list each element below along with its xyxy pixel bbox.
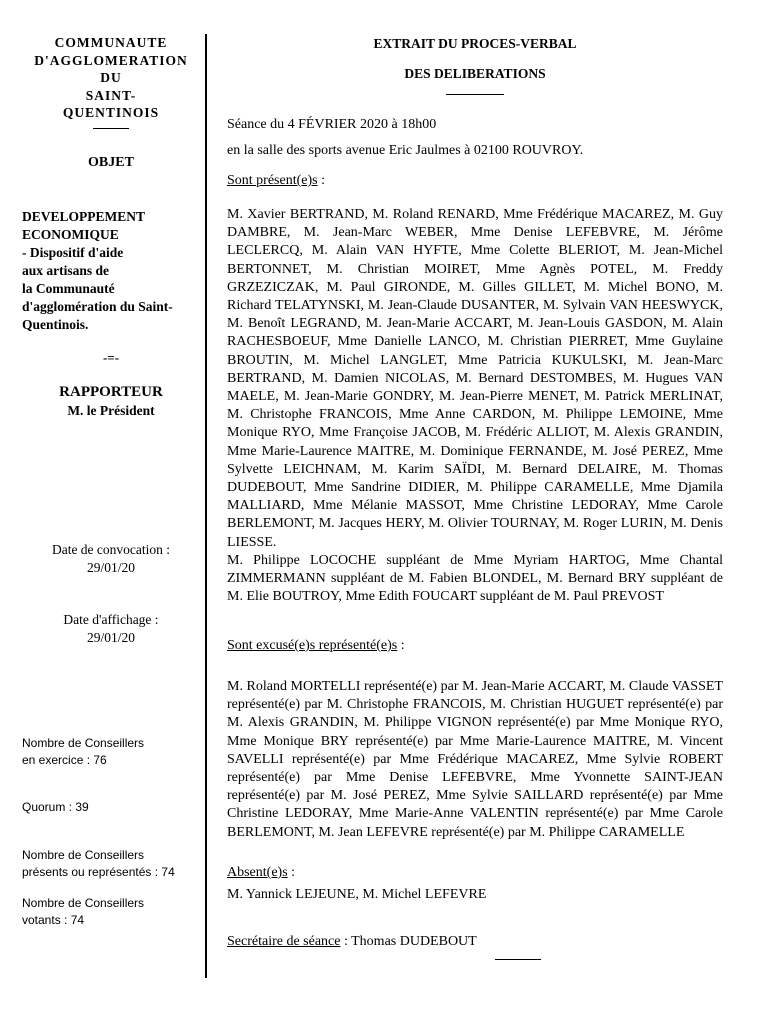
- objet-line: DEVELOPPEMENT: [22, 209, 146, 224]
- secretaire-label: Secrétaire de séance: [227, 934, 341, 949]
- objet-line: Quentinois.: [22, 317, 89, 332]
- absents-heading: [227, 864, 723, 882]
- convocation-block: [22, 541, 200, 577]
- objet-subject: [22, 208, 200, 334]
- convocation-date: 29/01/20: [86, 560, 135, 575]
- affichage-date: 29/01/20: [86, 630, 135, 645]
- column-divider: [205, 34, 207, 978]
- org-line: DU: [100, 70, 122, 85]
- presents-list: [227, 206, 723, 606]
- seance-location: en la salle des sports avenue Eric Jaulmes à 02100 ROUVROY.: [227, 143, 584, 158]
- title-underline: [227, 94, 723, 95]
- rapporteur-name: M. le Président: [67, 403, 155, 418]
- rapporteur-label: RAPPORTEUR: [59, 384, 163, 400]
- presents-count-label: Nombre de Conseillers: [22, 848, 145, 862]
- org-line: D'AGGLOMERATION: [34, 52, 188, 68]
- closing-line: [495, 959, 541, 960]
- absents-list: M. Yannick LEJEUNE, M. Michel LEFEVRE: [227, 887, 487, 902]
- excuses-heading-colon: :: [397, 638, 405, 653]
- document-subtitle: DES DELIBERATIONS: [404, 66, 546, 81]
- votants-label: Nombre de Conseillers: [22, 896, 145, 910]
- absents-heading-colon: :: [287, 865, 296, 880]
- votants-block: [22, 895, 200, 929]
- org-line: QUENTINOIS: [62, 105, 160, 120]
- objet-line: d'agglomération du Saint-: [22, 299, 173, 314]
- presents-heading: [227, 172, 723, 190]
- suppleants-text: M. Philippe LOCOCHE suppléant de Mme Myriam HARTOG, Mme Chantal ZIMMERMANN suppléant de M. Fabien BLONDEL, M. Bernard BRY suppléant de M. Elie BOUTROY, Mme Edith FOUCART suppléant de M. Paul PREVOST: [227, 552, 723, 605]
- votants-value: votants : 74: [22, 913, 85, 927]
- affichage-block: [22, 611, 200, 647]
- absents-heading-label: Absent(e)s: [227, 865, 288, 880]
- secretaire: [227, 933, 723, 951]
- objet-label: OBJET: [88, 155, 134, 170]
- org-line: COMMUNAUTE: [54, 35, 168, 50]
- exercice-value: en exercice : 76: [22, 753, 107, 767]
- convocation-label: Date de convocation :: [51, 542, 171, 557]
- presents-heading-label: Sont présent(e)s: [227, 173, 318, 188]
- organization-name: [22, 34, 200, 129]
- secretaire-name: : Thomas DUDEBOUT: [340, 934, 477, 949]
- presents-count-block: [22, 847, 200, 881]
- objet-line: aux artisans de: [22, 263, 110, 278]
- presents-count-value: présents ou représentés : 74: [22, 865, 175, 879]
- presents-heading-colon: :: [317, 173, 325, 188]
- separator: -=-: [102, 350, 120, 365]
- excuses-heading-label: Sont excusé(e)s représenté(e)s: [227, 638, 398, 653]
- org-underline: [93, 128, 129, 129]
- objet-line: - Dispositif d'aide: [22, 245, 124, 260]
- seance-date: Séance du 4 FÉVRIER 2020 à 18h00: [227, 117, 437, 132]
- quorum: Quorum : 39: [22, 800, 89, 814]
- excuses-heading: [227, 637, 723, 655]
- presents-text: M. Xavier BERTRAND, M. Roland RENARD, Mme Frédérique MACAREZ, M. Guy DAMBRE, M. Jean-Marc WEBER, Mme Denise LEFEBVRE, M. Jérôme LECLERCQ, M. Alain VAN HYFTE, Mme Colette BLERIOT, M. Jean-Michel BERTONNET, M. Christian MOIRET, Mme Agnès POTEL, M. Freddy GRZEZICZAK, M. Paul GIRONDE, M. Gilles GILLET, M. Michel BONO, M. Richard TELATYNSKI, M. Jean-Claude DUSANTER, M. Sylvain VAN HEESWYCK, M. Benoît LEGRAND, M. Jean-Marie ACCART, M. Jean-Louis GASDON, M. Alain RACHESBOEUF, Mme Danielle LANCO, M. Christian PIERRET, Mme Guylaine BROUTIN, M. Michel LANGLET, Mme Patricia KUKULSKI, M. Jean-Marc BERTRAND, M. Damien NICOLAS, M. Bernard DESTOMBES, M. Hugues VAN MAELE, M. Jean-Marie GONDRY, M. Jean-Pierre MENET, M. Patrick MERLINAT, M. Christophe FRANCOIS, Mme Anne CARDON, M. Philippe LEMOINE, Mme Monique RYO, Mme Françoise JACOB, M. Frédéric ALLIOT, M. Alexis GRANDIN, Mme Marie-Laurence MAITRE, M. Dominique FERNANDE, M. José PEREZ, Mme Sylvette LEICHNAM, M. Karim SAÏDI, M. Bernard DELAIRE, M. Thomas DUDEBOUT, Mme Sandrine DIDIER, M. Philippe CARAMELLE, Mme Djamila MALLIARD, Mme Mélanie MASSOT, Mme Christine LEDORAY, Mme Carole BERLEMONT, M. Jacques HERY, M. Olivier TOURNAY, M. Roger LURIN, M. Denis LIESSE.: [227, 207, 723, 550]
- exercice-label: Nombre de Conseillers: [22, 736, 145, 750]
- objet-line: ECONOMIQUE: [22, 227, 119, 242]
- objet-line: la Communauté: [22, 281, 115, 296]
- org-line: SAINT-: [85, 87, 137, 103]
- affichage-label: Date d'affichage :: [63, 612, 159, 627]
- document-title: EXTRAIT DU PROCES-VERBAL: [373, 36, 577, 51]
- exercice-block: [22, 735, 200, 769]
- excuses-list: M. Roland MORTELLI représenté(e) par M. Jean-Marie ACCART, M. Claude VASSET représenté(e) par M. Christophe FRANCOIS, M. Christian HUGUET représenté(e) par M. Alexis GRANDIN, M. Philippe VIGNON représenté(e) par Mme Monique RYO, Mme Monique BRY représenté(e) par Mme Marie-Laurence MAITRE, M. Vincent SAVELLI représenté(e) par Mme Frédérique MACAREZ, Mme Sylvie ROBERT représenté(e) par Mme Denise LEFEBVRE, Mme Yvonnette SAINT-JEAN représenté(e) par M. José PEREZ, Mme Sylvie SAILLARD représenté(e) par Mme Christine LEDORAY, Mme Marie-Anne VALENTIN représenté(e) par Mme Carole BERLEMONT, M. Jean LEFEVRE représenté(e) par M. Philippe CARAMELLE: [227, 679, 723, 840]
